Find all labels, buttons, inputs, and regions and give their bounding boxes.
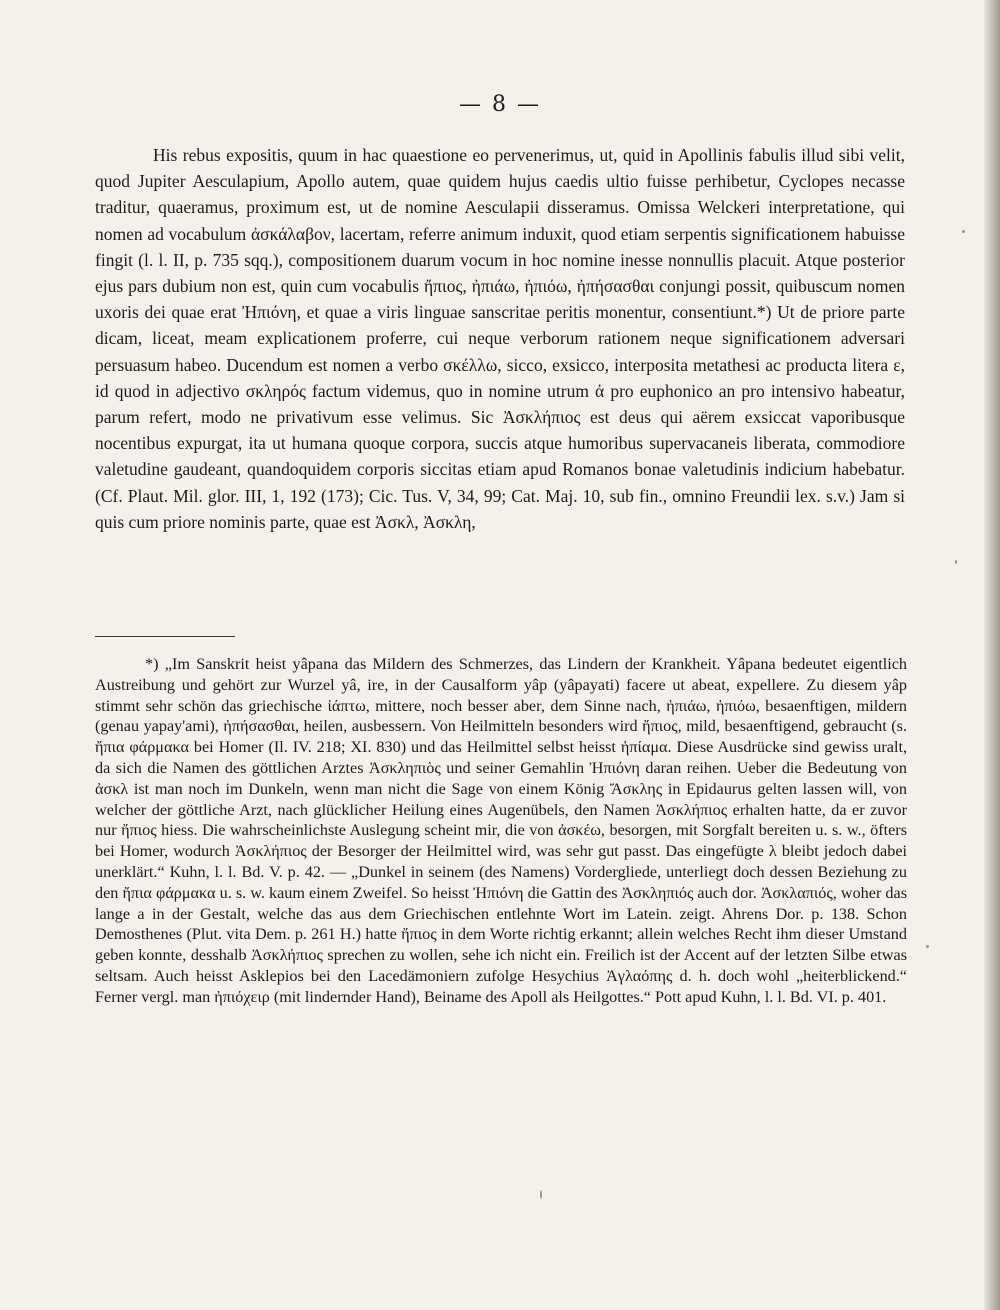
body-paragraph-text: His rebus expositis, quum in hac quaestione eo pervenerimus, ut, quid in Apollinis fabulis illud sibi velit, quod Jupiter Aesculapium, Apollo autem, quae quidem hujus caedis ultio fuisse perhibetur, Cyclopes necasse traditur, quaeramus, proximum est, ut de nomine Aesculapii disseramus. Omissa Welckeri interpretatione, qui nomen ad vocabulum ἀσκάλαβον, lacertam, referre animum induxit, quod etiam serpentis significationem habuisse fingit (l. l. II, p. 735 sqq.), compositionem duarum vocum in hoc nomine inesse nonnullis placuit. Atque posterior ejus pars dubium non est, quin cum vocabulis ἤπιος, ἠπιάω, ἠπιόω, ἠπήσασθαι conjungi possit, quibuscum nomen uxoris dei quae erat Ἠπιόνη, et quae a viris linguae sanscritae peritis monentur, consentiunt.*) Ut de priore parte dicam, liceat, meam explicationem proferre, cui neque verborum rationem neque significationem adversari persuasum habeo. Ducendum est nomen a verbo σκέλλω, sicco, exsicco, interposita metathesi ac producta litera ε, id quod in adjectivo σκληρός factum videmus, quo in nomine utrum ἀ pro euphonico an pro intensivo habeatur, parum refert, modo ne privativum esse velimus. Sic Ἀσκλήπιος est deus qui aërem exsiccat vaporibusque nocentibus expurgat, ita ut humana quoque corpora, succis atque humoribus supervacaneis liberata, commodiore valetudine gaudeant, quandoquidem corporis siccitas etiam apud Romanos bonae valetudinis indicium habebatur. (Cf. Plaut. Mil. glor. III, 1, 192 (173); Cic. Tus. V, 34, 99; Cat. Maj. 10, sub fin., omnino Freundii lex. s.v.) Jam si quis cum priore nominis parte, quae est Ἀσκλ, Ἀσκλη, <box>95 145 905 532</box>
footnote <box>95 654 907 1008</box>
page-number: — 8 — <box>459 92 541 117</box>
speck <box>955 560 957 564</box>
footnote-separator <box>95 636 235 637</box>
page-edge <box>984 0 1000 1310</box>
body-paragraph <box>95 142 905 535</box>
speck <box>540 1190 542 1199</box>
speck <box>926 945 929 948</box>
footnote-text: *) „Im Sanskrit heist yâpana das Mildern des Schmerzes, das Lindern der Krankheit. Yâpana bedeutet eigentlich Austreibung und gehört zur Wurzel yâ, ire, in der Causalform yâp (yâpayati) facere ut abeat, expellere. Zu diesem yâp stimmt sehr schön das griechische ἰάπτω, mittere, noch besser aber, dem Sinne nach, ἠπιάω, ἠπιόω, besaenftigen, mildern (genau yapay'ami), ἠπήσασθαι, heilen, ausbessern. Von Heilmitteln besonders wird ἤπιος, mild, besaenftigend, gebraucht (s. ἤπια φάρμακα bei Homer (Il. IV. 218; XI. 830) und das Heilmittel selbst heisst ἠπίαμα. Diese Ausdrücke sind gewiss uralt, da sich die Namen des göttlichen Arztes Ἀσκληπιὸς und seiner Gemahlin Ἠπιόνη daran reihen. Ueber die Bedeutung von ἀσκλ ist man noch im Dunkeln, wenn man nicht die Sage von einem König Ἄσκλης in Epidaurus gelten lassen will, von welcher der göttliche Arzt, nach glücklicher Heilung eines Augenübels, den Namen Ἀσκλήπιος erhalten hatte, da er zuvor nur ἤπιος hiess. Die wahrscheinlichste Auslegung scheint mir, die von ἀσκέω, besorgen, mit Sorgfalt bereiten u. s. w., öfters bei Homer, wodurch Ἀσκλήπιος der Besorger der Heilmittel wird, was sehr gut passt. Das eingefügte λ bleibt jedoch dabei unerklärt.“ Kuhn, l. l. Bd. V. p. 42. — „Dunkel in seinem (des Namens) Vordergliede, unterliegt doch dessen Beziehung zu den ἤπια φάρμακα u. s. w. kaum einem Zweifel. So heisst Ἠπιόνη die Gattin des Ἀσκληπιός auch dor. Ἀσκλαπιός, woher das lange a in der Gestalt, welche das aus dem Griechischen entlehnte Wort im Latein. zeigt. Ahrens Dor. p. 138. Schon Demosthenes (Plut. vita Dem. p. 261 H.) hatte ἤπιος in dem Worte richtig erkannt; allein welches Recht ihm dieser Umstand geben konnte, desshalb Ἀσκλήπιος sprechen zu wollen, sehe ich nicht ein. Freilich ist der Accent auf der letzten Silbe etwas seltsam. Auch heisst Asklepios bei den Lacedämoniern zufolge Hesychius Ἀγλαόπης d. h. doch wohl „heiterblickend.“ Ferner vergl. man ἠπιόχειρ (mit lindernder Hand), Beiname des Apoll als Heilgottes.“ Pott apud Kuhn, l. l. Bd. VI. p. 401. <box>95 655 907 1006</box>
speck <box>962 230 965 233</box>
